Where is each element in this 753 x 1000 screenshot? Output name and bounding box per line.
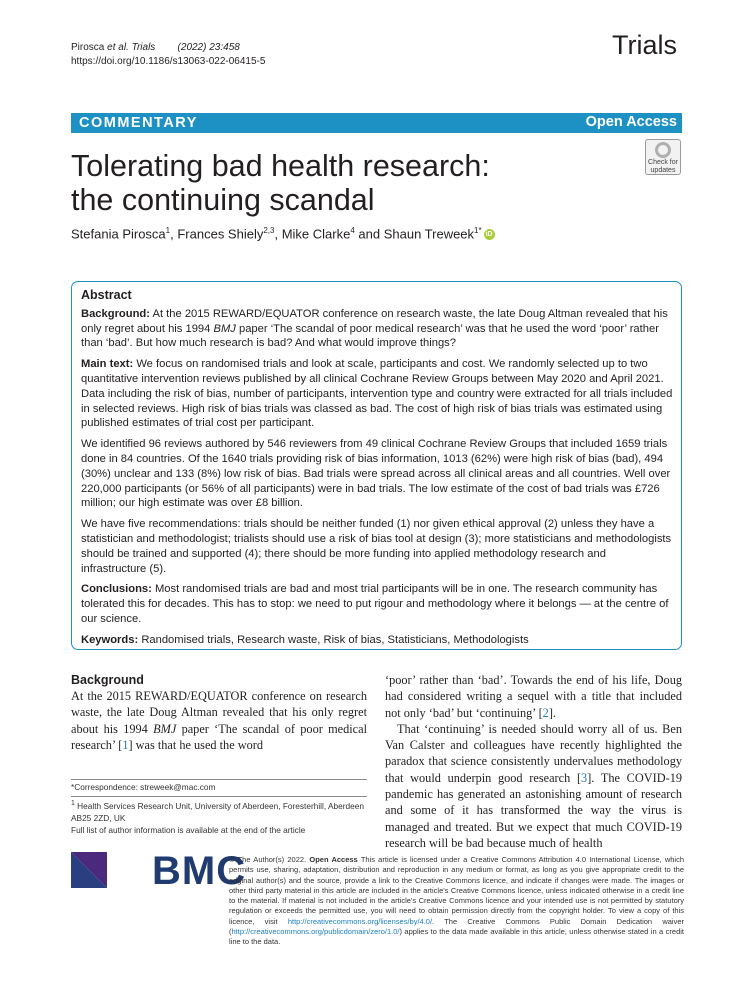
bmc-logo-text: BMC [152, 849, 247, 893]
citation-etal: et al. [107, 42, 129, 53]
article-title [71, 149, 591, 217]
author-name[interactable]: Frances Shiely [177, 226, 264, 242]
footnote-divider [71, 796, 367, 797]
reference-link[interactable]: 3 [581, 770, 588, 785]
body-paragraph: ‘poor’ rather than ‘bad’. Towards the end of his life, Doug had considered writing a sequel with a title that included not only ‘bad’ but ‘continuing’ [2]. [385, 673, 682, 720]
license-link[interactable]: http://creativecommons.org/licenses/by/4.0/ [287, 916, 433, 926]
body-paragraph: At the 2015 REWARD/EQUATOR conference on research waste, the late Doug Altman revealed that his only regret about his 1994 BMJ paper ‘The scandal of poor medical research’ [1] was that he used the word [71, 689, 367, 752]
author-name[interactable]: Mike Clarke [281, 226, 351, 242]
article-type-label: COMMENTARY [79, 115, 198, 131]
affiliation-note: $^1$ Health Services Research Unit, University of Aberdeen, Foresterhill, Aberdeen AB25 2ZD, UK Full list of author information is available at the end of the article [71, 800, 364, 835]
license-text: © The Author(s) 2022. Open Access This article is licensed under a Creative Commons Attribution 4.0 International License, which permits use, sharing, adaptation, distribution and reproduction in any medium or format, as long as you give appropriate credit to the original author(s) and the source, provide a link to the Creative Commons licence, and indicate if changes were made. The images or other third party material in this article are included in the article's Creative Commons licence, unless indicated otherwise in a credit line to the material. If material is not included in the article's Creative Commons licence and your intended use is not permitted by statutory regulation or exceeds the permitted use, you will need to obtain permission directly from the copyright holder. To view a copy of this licence, visit http://creativecommons.org/licenses/by/4.0/. The Creative Commons Public Domain Dedication waiver (http://creativecommons.org/publicdomain/zero/1.0/) applies to the data made available in this article, unless otherwise stated in a credit line to the data. [229, 855, 685, 947]
abstract-conclusions: Conclusions: Most randomised trials are bad and most trial participants will be in one. The research community has tolerated this for decades. This has to stop: we need to put rigour and methodology where it belongs — at the centre of our science. [81, 583, 669, 625]
abstract-recommendations: We have five recommendations: trials should be neither funded (1) nor given ethical approval (2) unless they have a statistician and methodologist; trialists should use a risk of bias tool at design (3); more statisticians and methodologists should be trained and supported (4); there should be more funding into applied methodology research and infrastructure (5). [81, 518, 672, 575]
abstract-heading: Abstract [81, 288, 132, 302]
full-list-note: Full list of author information is available at the end of the article [71, 824, 306, 835]
title-line-1: Tolerating bad health research: [71, 149, 490, 183]
author-list: Stefania Pirosca$^1$, Frances Shiely$^{2,3}$, Mike Clarke$^4$ and Shaun Treweek$^{1*}$ iD [71, 226, 493, 242]
abstract-results: We identified 96 reviews authored by 546 reviewers from 49 clinical Cochrane Review Groups that included 1659 trials done in 84 countries. Of the 1640 trials providing risk of bias information, 1013 (62%) were high risk of bias (bad), 494 (30%) unclear and 133 (8%) low risk of bias. Bad trials were spread across all clinical areas and all countries. Well over 220,000 participants (or 56% of all participants) were in bad trials. The low estimate of the cost of bad trials was £726 million; our high estimate was over £8 billion. [81, 438, 671, 510]
abstract-background: Background: At the 2015 REWARD/EQUATOR conference on research waste, the late Doug Altman revealed that his only regret about his 1994 BMJ paper ‘The scandal of poor medical research’ was that he used the word ‘poor’ rather than ‘bad’. But how much research is bad? And what would improve things? [81, 307, 668, 350]
footnote-divider [71, 779, 367, 780]
bmc-logo-icon [71, 852, 107, 888]
author-name[interactable]: Shaun Treweek [383, 226, 475, 242]
section-heading-background: Background [71, 673, 144, 687]
citation-author: Pirosca [71, 42, 105, 53]
citation-volume: (2022) 23:458 [177, 42, 240, 53]
journal-name: Trials [612, 30, 677, 60]
check-for-updates-badge[interactable]: Check for updates [645, 139, 681, 175]
body-paragraph: That ‘continuing’ is needed should worry all of us. Ben Van Calster and colleagues have recently highlighted the paradox that science consistently undervalues methodology that would underpin good research [3]. The COVID-19 pandemic has generated an astonishing amount of research and some of it has transformed the way the virus is managed and treated. But we expect that much COVID-19 research will be bad because much of health [385, 721, 682, 850]
abstract-content [81, 288, 674, 654]
check-updates-icon [655, 142, 671, 158]
correspondence-note: *Correspondence: streweek@mac.com [71, 782, 216, 792]
author-name[interactable]: Stefania Pirosca [71, 226, 166, 242]
citation-header [71, 41, 265, 68]
title-line-2: the continuing scandal [71, 183, 375, 217]
abstract-main-text: Main text: We focus on randomised trials and look at scale, participants and cost. We randomly selected up to two quantitative intervention reviews published by all clinical Cochrane Review Groups between May 2020 and April 2021. Data including the risk of bias, number of participants, intervention type and country were extracted for all trials included in selected reviews. High risk of bias trials was classed as bad. The cost of high risk of bias trials was estimated using published estimates of trial cost per participant. [81, 358, 673, 430]
body-column-right [385, 672, 682, 851]
public-domain-link[interactable]: http://creativecommons.org/publicdomain/zero/1.0/ [231, 927, 400, 937]
doi-link[interactable]: https://doi.org/10.1186/s13063-022-06415-5 [71, 55, 266, 67]
body-column-left [71, 672, 367, 753]
orcid-icon[interactable]: iD [485, 231, 493, 239]
abstract-keywords: Keywords: Randomised trials, Research waste, Risk of bias, Statisticians, Methodologists [81, 633, 529, 646]
reference-link[interactable]: 2 [542, 705, 549, 720]
reference-link[interactable]: 1 [122, 737, 129, 752]
open-access-label: Open Access [585, 114, 677, 130]
citation-journal: Trials [131, 42, 156, 53]
